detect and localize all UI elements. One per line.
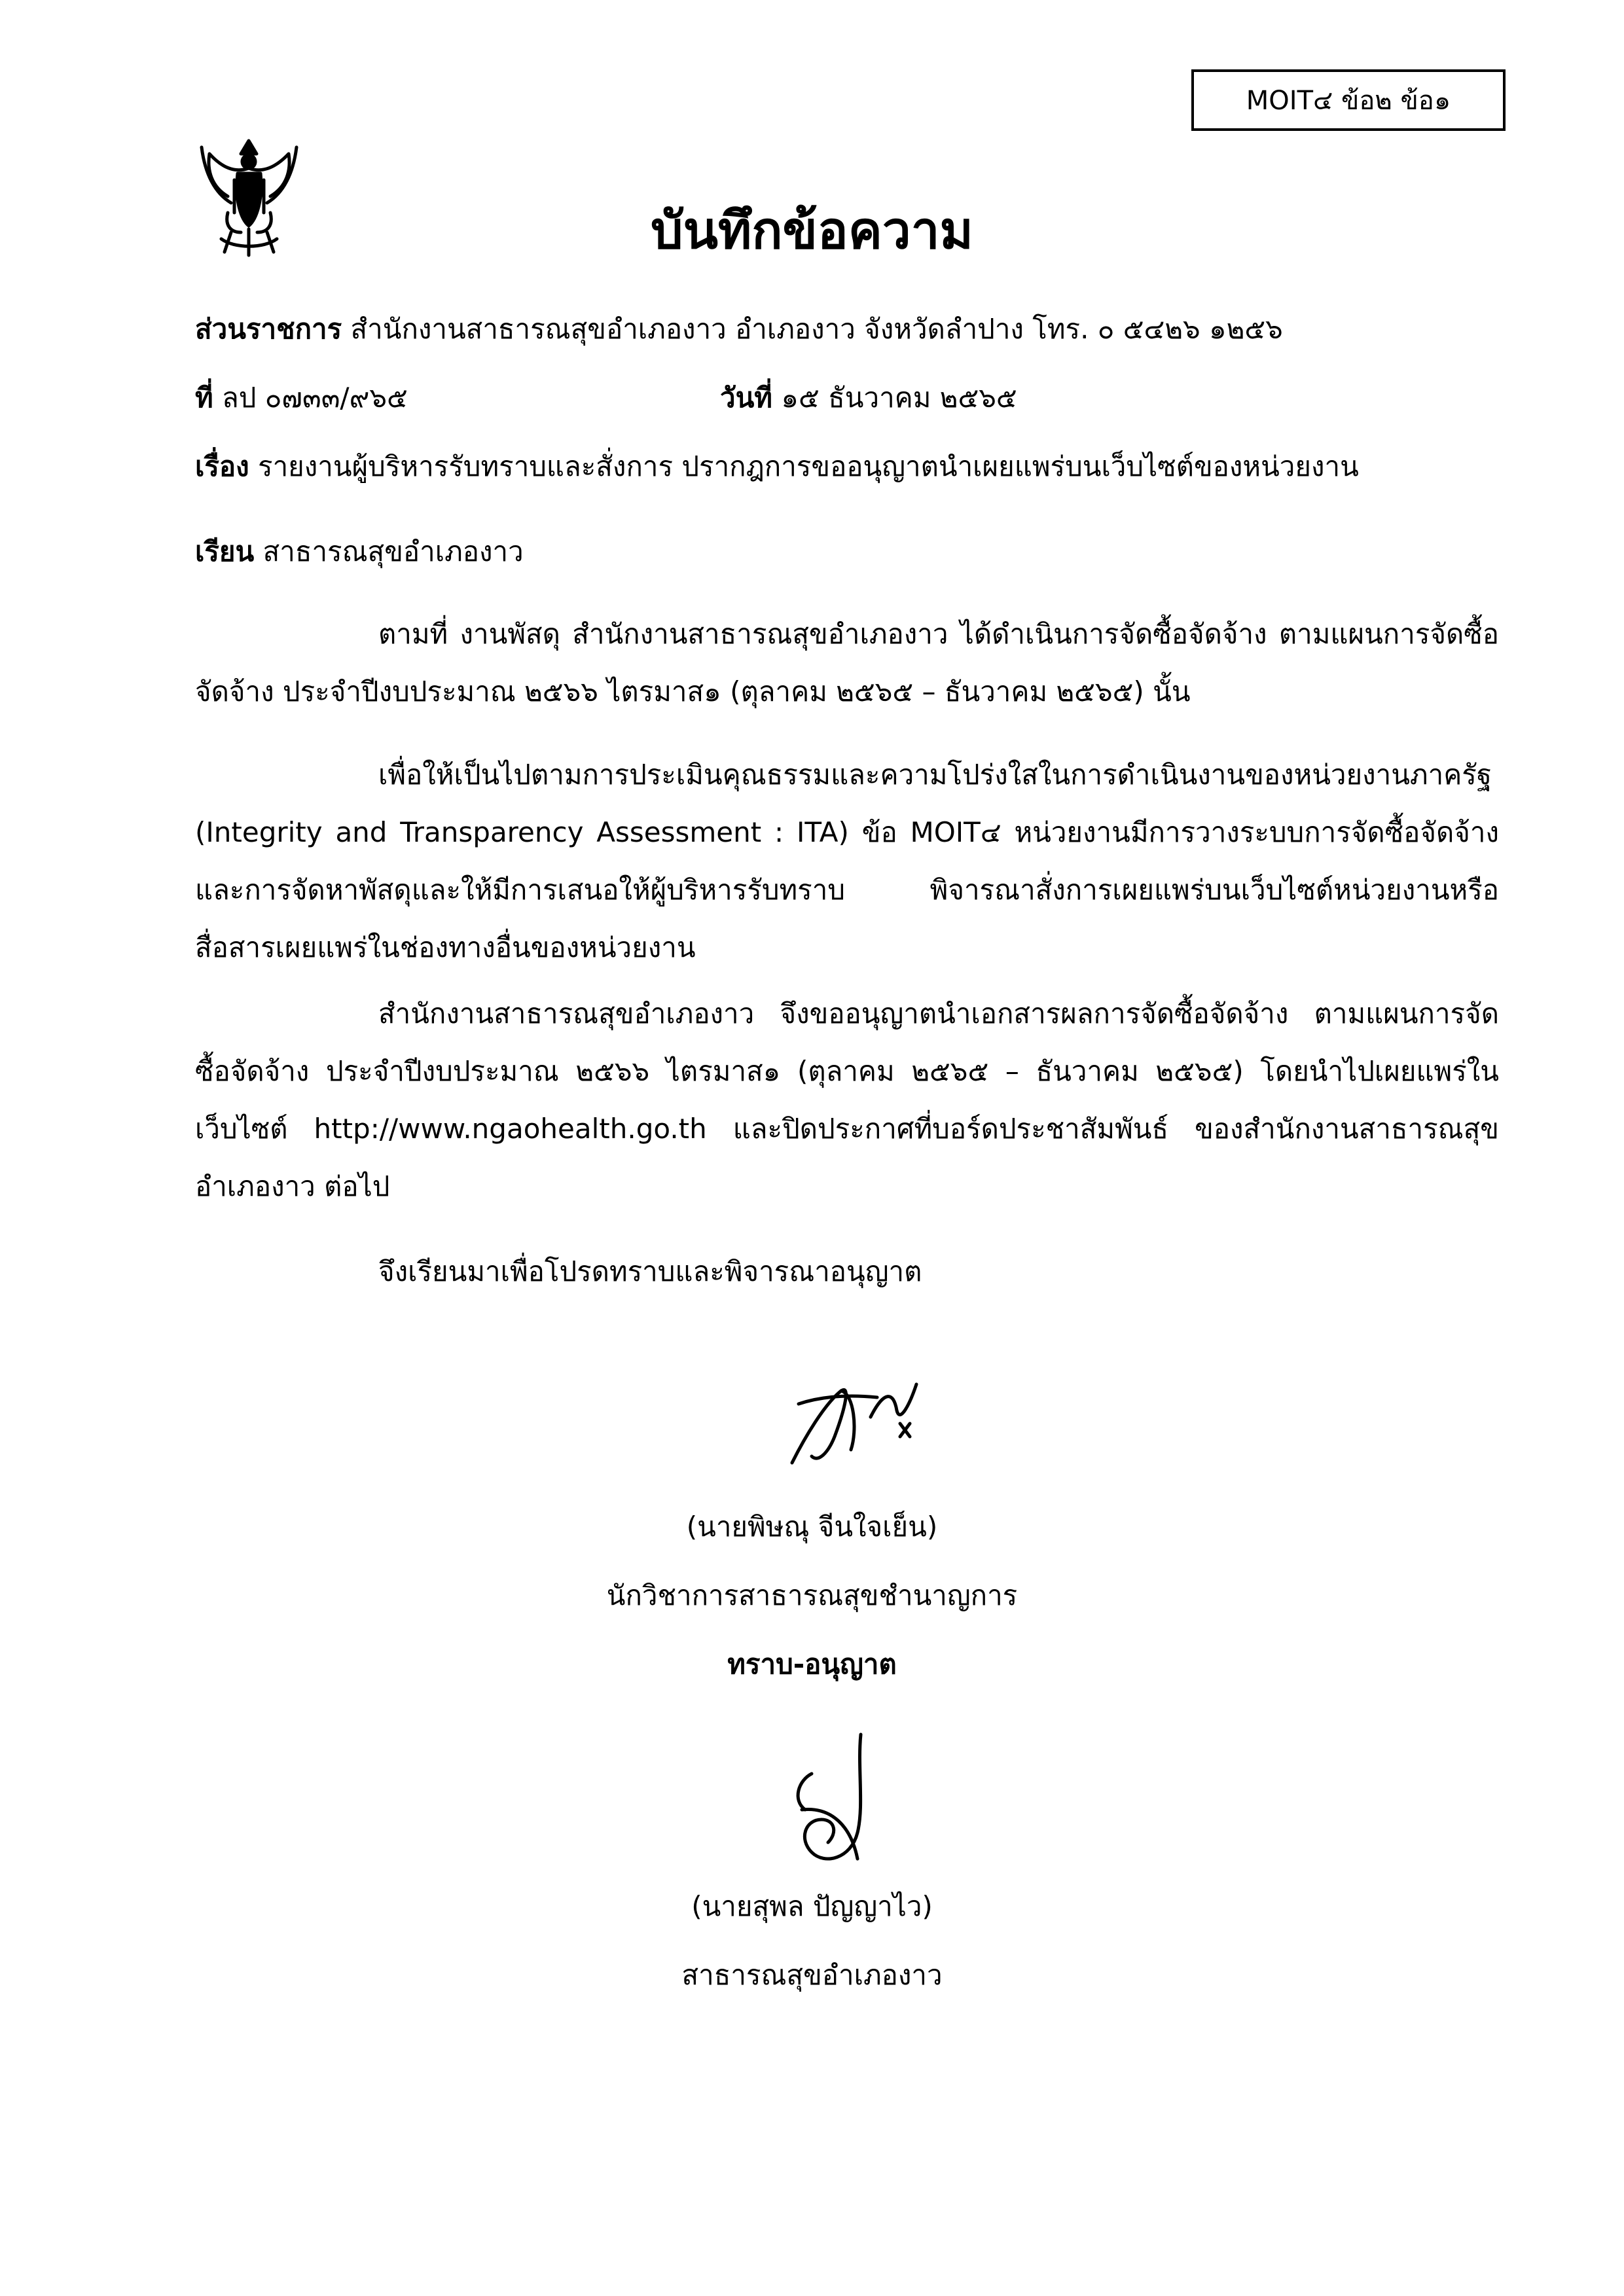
body-paragraph-1: ตามที่ งานพัสดุ สำนักงานสาธารณสุขอำเภองาว ได้ดำเนินการจัดซื้อจัดจ้าง ตามแผนการจัดซื้อจัดจ้าง ประจำปีงบประมาณ ๒๕๖๖ ไตรมาส๑ (ตุลาคม ๒๕๖๕ – ธันวาคม ๒๕๖๕) นั้น (195, 618, 1499, 708)
salutation-label: เรียน (195, 535, 255, 567)
body-paragraph-3: สำนักงานสาธารณสุขอำเภองาว จึงขออนุญาตนำเอกสารผลการจัดซื้อจัดจ้าง ตามแผนการจัดซื้อจัดจ้าง ประจำปีงบประมาณ ๒๕๖๖ ไตรมาส๑ (ตุลาคม ๒๕๖๕ – ธันวาคม ๒๕๖๕) โดยนำไปเผยแพร่ในเว็บไซต์ http://www.ngaohealth.go.th และปิดประกาศที่บอร์ดประชาสัมพันธ์ ของสำนักงานสาธารณสุขอำเภองาว ต่อไป (195, 997, 1499, 1202)
reference-label: ที่ (195, 382, 213, 414)
date-value: ๑๕ ธันวาคม ๒๕๖๕ (781, 382, 1017, 414)
reference-number-line (195, 376, 408, 420)
signature-1-icon (779, 1365, 929, 1473)
closing-line: จึงเรียนมาเพื่อโปรดทราบและพิจารณาอนุญาต (378, 1255, 922, 1287)
salutation-value: สาธารณสุขอำเภองาว (262, 535, 524, 567)
subject-line (195, 445, 1359, 488)
document-reference-code: MOIT๔ ข้อ๒ ข้อ๑ (1191, 69, 1506, 131)
body-paragraph-2: เพื่อให้เป็นไปตามการประเมินคุณธรรมและความโปร่งใสในการดำเนินงานของหน่วยงานภาครัฐ (Integrity and Transparency Assessment : ITA) ข้อ MOIT๔ หน่วยงานมีการวางระบบการจัดซื้อจัดจ้างและการจัดหาพัสดุและให้มีการเสนอให้ผู้บริหารรับทราบ พิจารณาสั่งการเผยแพร่บนเว็บไซต์หน่วยงานหรือสื่อสารเผยแพร่ในช่องทางอื่นของหน่วยงาน (195, 759, 1499, 963)
agency-value: สำนักงานสาธารณสุขอำเภองาว อำเภองาว จังหวัดลำปาง โทร. ๐ ๕๔๒๖ ๑๒๕๖ (350, 313, 1283, 345)
salutation-line (195, 530, 524, 573)
reference-value: ลป ๐๗๓๓/๙๖๕ (222, 382, 408, 414)
agency-line (195, 308, 1283, 351)
signer-1-name: (นายพิษณุ จีนใจเย็น) (686, 1511, 938, 1543)
approval-text: ทราบ-อนุญาต (727, 1648, 897, 1680)
subject-label: เรื่อง (195, 450, 249, 482)
signer-2-name: (นายสุพล ปัญญาไว) (691, 1890, 933, 1922)
signer-2-position: สาธารณสุขอำเภองาว (681, 1959, 943, 1991)
signature-2-icon (785, 1728, 884, 1865)
date-label: วันที่ (720, 382, 772, 414)
date-line (720, 376, 1017, 420)
subject-value: รายงานผู้บริหารรับทราบและสั่งการ ปรากฎการขออนุญาตนำเผยแพร่บนเว็บไซต์ของหน่วยงาน (258, 450, 1359, 482)
signer-1-position: นักวิชาการสาธารณสุขชำนาญการ (606, 1579, 1018, 1611)
memo-title: บันทึกข้อความ (651, 202, 973, 260)
agency-label: ส่วนราชการ (195, 313, 342, 345)
